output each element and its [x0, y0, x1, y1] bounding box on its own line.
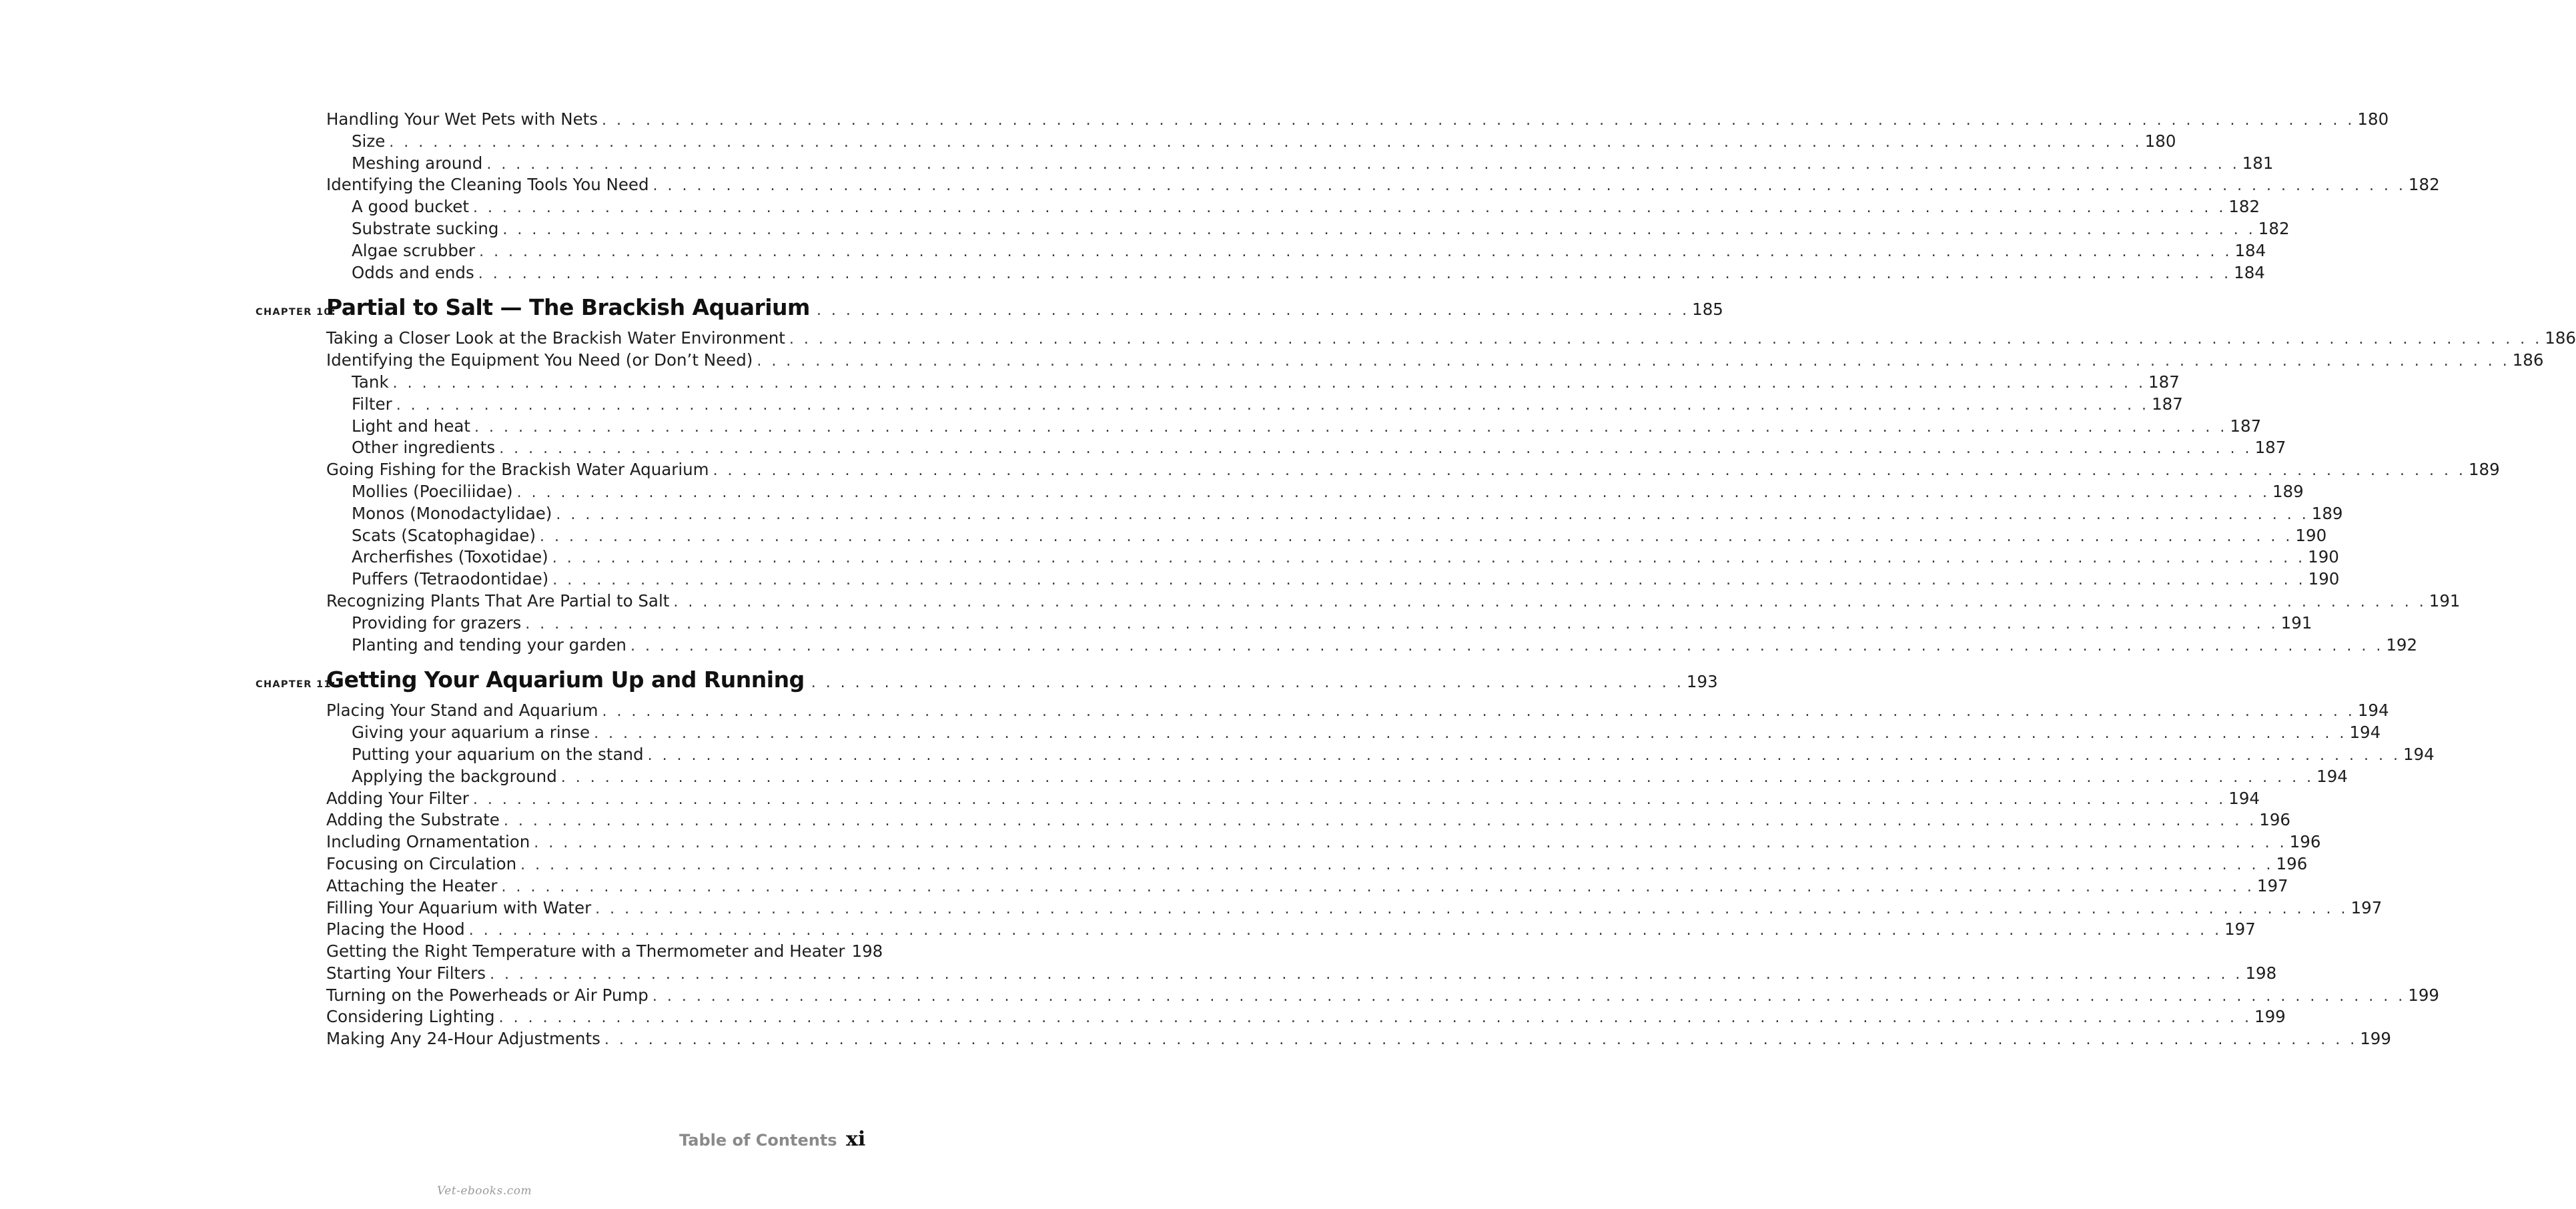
entry-page-number: 189	[2468, 460, 2500, 480]
dot-leader: . . . . . . . . . . . . . . . . . . . . . . . . . . . . . . . . . . . . . . . . . . . . . . . . . . . . . . . . . . . . . . . . . . . . . . . . . . . . . . . . . . . . . . . . . . . . . . . . . . . . . . . . . . . . . . . . . . . . . . . .	[630, 637, 2384, 655]
toc-entry[interactable]	[326, 109, 2389, 131]
toc-entry[interactable]	[326, 350, 2544, 372]
dot-leader: . . . . . . . . . . . . . . . . . . . . . . . . . . . . . . . . . . . . . . . . . . . . . . . . . . . . . . . . . . . . . . . . . . . . . . . . . . . . . . . . . . . . . . . . . . . . . . . . . . . . . . . . . . . . . . . . . . . . . . . .	[604, 1032, 2358, 1049]
dot-leader: . . . . . . . . . . . . . . . . . . . . . . . . . . . . . . . . . . . . . . . . . . . . . . . . . . . . . . . . . . . . . . . . . . . . . . . . . . . . . . . . . . . . . . . . . . . . . . . . . . . . . . . . . . . . . . . . . . . . . . . .	[499, 440, 2252, 458]
toc-subentry[interactable]	[326, 218, 2290, 240]
entry-title: Identifying the Cleaning Tools You Need	[326, 175, 649, 195]
entry-page-number: 196	[2259, 810, 2291, 830]
entry-title: Other ingredients	[352, 438, 496, 458]
entry-title: Adding Your Filter	[326, 788, 469, 808]
entry-page-number: 181	[2242, 153, 2274, 173]
entry-page-number: 199	[2408, 985, 2439, 1005]
toc-subentry[interactable]	[326, 394, 2183, 416]
table-of-contents	[0, 109, 2576, 1050]
toc-subentry[interactable]	[326, 372, 2180, 394]
chapter-heading-11[interactable]	[256, 667, 1718, 700]
chapter-heading-10[interactable]	[256, 294, 1723, 328]
toc-subentry[interactable]	[326, 131, 2176, 153]
dot-leader: . . . . . . . . . . . . . . . . . . . . . . . . . . . . . . . . . . . . . . . . . . . . . . . . . . . . . . . . . . . . . . . . . . . . . . . . . . . . . . . . . . . . . . . . . . . . . . . . . . . . . . . . . . . . . . . . . . . . . . . .	[472, 199, 2226, 217]
entry-page-number: 199	[2254, 1007, 2286, 1027]
dot-leader: . . . . . . . . . . . . . . . . . . . . . . . . . . . . . . . . . . . . . . . . . . . . . . . . . . . . . . . . . . . . . . . . . . . . . . . . . . . . . . . . . . . . . . . . . . . . . . . . . . . . . . . . . . . . . . . . . . . . . . . .	[757, 353, 2510, 370]
entry-page-number: 189	[2272, 481, 2304, 501]
dot-leader: . . . . . . . . . . . . . . . . . . . . . . . . . . . . . . . . . . . . . . . . . . . . . . . . . . . . . . . . . . . . . . . . . . . . . . . . . . . . . . . . . . . . . . . . . . . . . . . . . . . . . . . . . . . . . . . . . . . . . . . .	[653, 177, 2406, 195]
entry-page-number: 187	[2152, 394, 2183, 414]
chapter-number: CHAPTER 10:	[256, 307, 336, 318]
entry-title: Providing for grazers	[352, 613, 522, 633]
dot-leader: . . . . . . . . . . . . . . . . . . . . . . . . . . . . . . . . . . . . . . . . . . . . . . . . . . . . . . . . . . . . . . . . . . . . . . . . . . . . . . . . . . . . . . . . . . . . . . . . . . . . . . . . . . . . . . . . . . . . . . . .	[552, 550, 2306, 567]
dot-leader: . . . . . . . . . . . . . . . . . . . . . . . . . . . . . . . . . . . . . . . . . . . . . . . . . . . . . . . . . . . . . . . . . . . . . . . . . . . . . . . . . . . . . . . . . . . . . . . . . . . . . . . . . . . . . . . . . . . . . . . .	[516, 484, 2270, 501]
entry-page-number: 194	[2228, 788, 2260, 808]
entry-title: Adding the Substrate	[326, 810, 500, 830]
dot-leader: . . . . . . . . . . . . . . . . . . . . . . . . . . . . . . . . . . . . . . . . . . . . . . . . . . . . . . . . . . . . . . . . . . . . . . . . . . . . . . . . . . . . . . . . . . . . . . . . . . . . . . . . . . . . . . . . . . . . . . . .	[602, 703, 2355, 721]
dot-leader: . . . . . . . . . . . . . . . . . . . . . . . . . . . . . . . . . . . . . . . . . . . . . . . . . . . . . . . . . . . . . . . . . . . . . . . . . . . . . . . . . . . . . . . . . . . . . . . . . . . . . . . . . . . . . . . . . . . . . . . .	[789, 331, 2543, 348]
entry-title: Archerfishes (Toxotidae)	[352, 547, 548, 567]
dot-leader: . . . . . . . . . . . . . . . . . . . . . . . . . . . . . . . . . . . . . . . . . . . . . . . . . . . . . . . . . . . . . . . . . . . . . . . . . . . . . . . . . . . . . . . . . . . . . . . . . . . . . . . . . . . . . . . . . . . . . . . .	[389, 133, 2142, 151]
entry-title: Making Any 24-Hour Adjustments	[326, 1029, 600, 1049]
entry-page-number: 186	[2545, 328, 2576, 348]
entry-title: Tank	[352, 372, 389, 392]
entry-title: Considering Lighting	[326, 1007, 495, 1027]
dot-leader: . . . . . . . . . . . . . . . . . . . . . . . . . . . . . . . . . . . . . . . . . . . . . . . . . . . . . . . . . . . . . . . . . . . . . . . . . . . . . . . . . . . . . . . . . . . . . . . . . . . . . . . . . . . . . . . . . . . . . . . .	[486, 155, 2240, 173]
toc-subentry[interactable]	[326, 744, 2435, 766]
entry-page-number: 187	[2148, 372, 2180, 392]
entry-page-number: 182	[2408, 175, 2440, 195]
chapter-title: Getting Your Aquarium Up and Running	[326, 667, 805, 693]
dot-leader: . . . . . . . . . . . . . . . . . . . . . . . . . . . . . . . . . . . . . . . . . . . . . . . . . . . . . . . . . . . . . . . . . . . . . . . . . . . . . . . . . . . . . . . . . . . . . . . . . . . . . . . . . . . . . . . . . . . . . . . .	[594, 725, 2347, 743]
entry-title: Focusing on Circulation	[326, 853, 517, 873]
dot-leader: . . . . . . . . . . . . . . . . . . . . . . . . . . . . . . . . . . . . . . . . . . . . . . . . . . . . . . . . . . . . . . . . . . . . . . . . . . . . . . . . . . . . . . . . . . . . . . . . . . . . . . . . . . . . . . . . . . . . . . . .	[520, 856, 2274, 873]
entry-page-number: 196	[2289, 832, 2321, 852]
toc-entry[interactable]	[326, 853, 2308, 875]
toc-entry[interactable]	[326, 788, 2260, 810]
entry-page-number: 194	[2316, 766, 2348, 786]
dot-leader: . . . . . . . . . . . . . . . . . . . . . . . . . . . . . . . . . . . . . . . . . . . . . . . . . . . . . . . . . . . . . . . . . . . . . . . . . . . . . . . . . . . . . . . . . . . . . . . . . . . . . . . . . . . . . . . . . . . . . . . .	[647, 747, 2401, 764]
dot-leader: . . . . . . . . . . . . . . . . . . . . . . . . . . . . . . . . . . . . . . . . . . . . . . . . . . . . . . . . . . . . . . . . . . . . . . . . . . . . . . . . . . . . . . . . . . . . . . . . . . . . . . . . . . . . . . . . . . . . . . . .	[525, 615, 2278, 633]
toc-subentry[interactable]	[326, 722, 2381, 744]
dot-leader: . . . . . . . . . . . . . . . . . . . . . . . . . . . . . . . . . . . . . . . . . . . . . . . . . . . . . . . . . . . . . . . . . . . . . . . . . . . . . . . . . . . . . . . . . . . . . . . . . . . . . . . . . . . . . . . . . . . . . . . .	[673, 593, 2427, 611]
toc-subentry[interactable]	[326, 240, 2266, 262]
dot-leader: . . . . . . . . . . . . . . . . . . . . . . . . . . . . . . . . . . . . . . . . . . . . . . . . . . . . . . . . . . . .	[811, 675, 1684, 692]
entry-title: Meshing around	[352, 153, 483, 173]
entry-title: Including Ornamentation	[326, 832, 530, 852]
dot-leader: . . . . . . . . . . . . . . . . . . . . . . . . . . . . . . . . . . . . . . . . . . . . . . . . . . . . . . . . . . . . . . . . . . . . . . . . . . . . . . . . . . . . . . . . . . . . . . . . . . . . . . . . . . . . . . . . . . . . . . . .	[652, 987, 2406, 1005]
entry-title: Getting the Right Temperature with a Thermometer and Heater	[326, 941, 845, 961]
toc-entry[interactable]	[326, 831, 2321, 853]
toc-subentry[interactable]	[326, 568, 2340, 590]
toc-entry[interactable]	[326, 897, 2383, 919]
entry-page-number: 190	[2295, 525, 2327, 545]
entry-title: A good bucket	[352, 197, 469, 217]
toc-entry[interactable]	[326, 174, 2440, 196]
toc-entry[interactable]	[326, 1006, 2286, 1028]
entry-title: Monos (Monodactylidae)	[352, 503, 552, 523]
entry-page-number: 196	[2276, 853, 2308, 873]
entry-title: Putting your aquarium on the stand	[352, 744, 644, 764]
dot-leader: . . . . . . . . . . . . . . . . . . . . . . . . . . . . . . . . . . . . . . . . . . . . . . . . . . . . . . . . . . . . . . . . . . . . . . . . . . . . . . . . . . . . . . . . . . . . . . . . . . . . . . . . . . . . . . . . . . . . . . . .	[540, 528, 2293, 545]
entry-title: Scats (Scatophagidae)	[352, 525, 536, 545]
toc-entry[interactable]	[326, 459, 2500, 481]
toc-block-chapter10	[0, 328, 2576, 656]
entry-title: Filter	[352, 394, 392, 414]
toc-entry[interactable]	[326, 963, 2277, 985]
entry-title: Placing the Hood	[326, 919, 465, 939]
entry-title: Odds and ends	[352, 262, 474, 282]
dot-leader: . . . . . . . . . . . . . . . . . . . . . . . . . . . . . . . . . . . . . . . . . . . . . . . . . . . . . . . . . . . . . . . . . . . . . . . . . . . . . . . . . . . . . . . . . . . . . . . . . . . . . . . . . . . . . . . . . . . . . . . .	[468, 922, 2222, 939]
toc-subentry[interactable]	[326, 437, 2286, 459]
dot-leader: . . . . . . . . . . . . . . . . . . . . . . . . . . . . . . . . . . . . . . . . . . . . . . . . . . . . . . . . . . . . . . . . . . . . . . . . . . . . . . . . . . . . . . . . . . . . . . . . . . . . . . . . . . . . . . . . . . . . . . . .	[534, 835, 2287, 852]
entry-title: Algae scrubber	[352, 240, 476, 260]
entry-title: Substrate sucking	[352, 218, 499, 238]
entry-title: Planting and tending your garden	[352, 635, 626, 655]
dot-leader: . . . . . . . . . . . . . . . . . . . . . . . . . . . . . . . . . . . . . . . . . . . . . . . . . . . . . . . . . . . . . . . . . . . . . . . . . . . . . . . . . . . . . . . . . . . . . . . . . . . . . . . . . . . . . . . . . . . . . . . .	[498, 1010, 2252, 1027]
toc-subentry[interactable]	[326, 262, 2265, 284]
toc-block-chapter9-end	[0, 109, 2440, 284]
entry-page-number: 191	[2280, 613, 2312, 633]
folio-page-number: xi	[846, 1128, 866, 1151]
dot-leader: . . . . . . . . . . . . . . . . . . . . . . . . . . . . . . . . . . . . . . . . . . . . . . . . . . . . . . . . . . . . . . . . . . . . . . . . . . . . . . . . . . . . . . . . . . . . . . . . . . . . . . . . . . . . . . . . . . . . . . . .	[474, 418, 2228, 436]
entry-page-number: 191	[2429, 590, 2461, 611]
entry-page-number: 187	[2254, 438, 2286, 458]
toc-subentry[interactable]	[326, 525, 2327, 547]
watermark-logo: Vet-ebooks.com	[437, 1184, 532, 1198]
entry-page-number: 190	[2308, 547, 2339, 567]
entry-page-number: 180	[2357, 109, 2389, 129]
running-footer-section: Table of Contents	[679, 1131, 837, 1150]
toc-entry[interactable]	[326, 941, 883, 963]
entry-title: Starting Your Filters	[326, 963, 486, 983]
entry-page-number: 194	[2349, 723, 2381, 743]
entry-page-number: 198	[2245, 963, 2277, 983]
entry-page-number: 197	[2224, 919, 2256, 939]
dot-leader: . . . . . . . . . . . . . . . . . . . . . . . . . . . . . . . . . . . . . . . . . . . . . . . . . . . . . . . . . . . . . . . . . . . . . . . . . . . . . . . . . . . . . . . . . . . . . . . . . . . . . . . . . . . . . . . . . . . . . . . .	[396, 396, 2150, 414]
dot-leader: . . . . . . . . . . . . . . . . . . . . . . . . . . . . . . . . . . . . . . . . . . . . . . . . . . . . . . . . . . . . . . . . . . . . . . . . . . . . . . . . . . . . . . . . . . . . . . . . . . . . . . . . . . . . . . . . . . . . . . . .	[552, 572, 2306, 589]
dot-leader: . . . . . . . . . . . . . . . . . . . . . . . . . . . . . . . . . . . . . . . . . . . . . . . . . . . . . . . . . . . . . . . . . . . . . . . . . . . . . . . . . . . . . . . . . . . . . . . . . . . . . . . . . . . . . . . . . . . . . . . .	[478, 265, 2232, 282]
entry-page-number: 194	[2357, 701, 2389, 721]
dot-leader: . . . . . . . . . . . . . . . . . . . . . . . . . . . . . . . . . . . . . . . . . . . . . . . . . . . . . . . . . . . . . . . . . . . . . . . . . . . . . . . . . . . . . . . . . . . . . . . . . . . . . . . . . . . . . . . . . . . . . . . .	[602, 112, 2355, 129]
dot-leader: . . . . . . . . . . . . . . . . . . . . . . . . . . . . . . . . . . . . . . . . . . . . . . . . . . . . . . . . . . . . . . . . . . . . . . . . . . . . . . . . . . . . . . . . . . . . . . . . . . . . . . . . . . . . . . . . . . . . . . . .	[490, 965, 2243, 983]
dot-leader: . . . . . . . . . . . . . . . . . . . . . . . . . . . . . . . . . . . . . . . . . . . . . . . . . . . . . . . . . . . . . . . . . . . . . . . . . . . . . . . . . . . . . . . . . . . . . . . . . . . . . . . . . . . . . . . . . . . . . . . .	[501, 878, 2254, 895]
entry-title: Light and heat	[352, 416, 471, 436]
toc-subentry[interactable]	[326, 546, 2339, 568]
toc-entry[interactable]	[326, 919, 2256, 941]
chapter-title: Partial to Salt — The Brackish Aquarium	[326, 294, 810, 321]
entry-page-number: 189	[2311, 503, 2343, 523]
entry-page-number: 192	[2386, 635, 2418, 655]
toc-subentry[interactable]	[326, 481, 2304, 503]
toc-entry[interactable]	[326, 1028, 2391, 1050]
entry-title: Applying the background	[352, 766, 557, 786]
toc-block-chapter11	[0, 700, 2439, 1050]
dot-leader: . . . . . . . . . . . . . . . . . . . . . . . . . . . . . . . . . . . . . . . . . . . . . . . . . . . . . . . . . . . . . . . . . . . . . . . . . . . . . . . . . . . . . . . . . . . . . . . . . . . . . . . . . . . . . . . . . . . . . . . .	[472, 791, 2226, 808]
entry-title: Filling Your Aquarium with Water	[326, 897, 592, 917]
entry-title: Taking a Closer Look at the Brackish Water Environment	[326, 328, 785, 348]
entry-title: Attaching the Heater	[326, 875, 498, 895]
entry-page-number: 197	[2350, 897, 2383, 917]
chapter-page-number: 185	[1692, 300, 1723, 320]
entry-page-number: 182	[2258, 218, 2290, 238]
toc-entry[interactable]	[326, 328, 2576, 350]
dot-leader: . . . . . . . . . . . . . . . . . . . . . . . . . . . . . . . . . . . . . . . . . . . . . . . . . . . . . . . . . . . . . . . . . . . . . . . . . . . . . . . . . . . . . . . . . . . . . . . . . . . . . . . . . . . . . . . . . . . . . . . .	[479, 243, 2232, 260]
dot-leader: . . . . . . . . . . . . . . . . . . . . . . . . . . . . . . . . . . . . . . . . . . . . . . . . . . . . . . . . . . . . . . . . . . . . . . . . . . . . . . . . . . . . . . . . . . . . . . . . . . . . . . . . . . . . . . . . . . . . . . . .	[713, 462, 2466, 480]
toc-subentry[interactable]	[326, 196, 2260, 218]
dot-leader: . . . . . . . . . . . . . . . . . . . . . . . . . . . . . . . . . . . . . . . . . . . . . . . . . . . . . . . . . . . . . . . . . . . . . . . . . . . . . . . . . . . . . . . . . . . . . . . . . . . . . . . . . . . . . . . . . . . . . . . .	[502, 221, 2256, 238]
chapter-number: CHAPTER 11:	[256, 679, 336, 691]
entry-title: Size	[352, 131, 386, 151]
entry-title: Identifying the Equipment You Need (or Don’t Need)	[326, 350, 753, 370]
entry-title: Going Fishing for the Brackish Water Aquarium	[326, 460, 709, 480]
toc-subentry[interactable]	[326, 766, 2348, 788]
toc-subentry[interactable]	[326, 416, 2262, 438]
entry-page-number: 180	[2144, 131, 2176, 151]
entry-page-number: 184	[2234, 262, 2265, 282]
entry-page-number: 194	[2403, 744, 2435, 764]
entry-page-number: 182	[2228, 197, 2260, 217]
entry-title: Giving your aquarium a rinse	[352, 723, 590, 743]
entry-title: Mollies (Poeciliidae)	[352, 481, 513, 501]
toc-entry[interactable]	[326, 700, 2389, 722]
toc-subentry[interactable]	[326, 635, 2418, 657]
toc-subentry[interactable]	[326, 503, 2343, 525]
toc-subentry[interactable]	[326, 153, 2274, 175]
entry-page-number: 187	[2230, 416, 2262, 436]
entry-page-number: 199	[2360, 1029, 2391, 1049]
chapter-page-number: 193	[1686, 672, 1718, 692]
entry-page-number: 198	[851, 941, 883, 961]
dot-leader: . . . . . . . . . . . . . . . . . . . . . . . . . . . . . . . . . . . . . . . . . . . . . . . . . . . . . . . . . . . . . . . . . . . . . . . . . . . . . . . . . . . . . . . . . . . . . . . . . . . . . . . . . . . . . . . . . . . . . . . .	[560, 769, 2314, 786]
dot-leader: . . . . . . . . . . . . . . . . . . . . . . . . . . . . . . . . . . . . . . . . . . . . . . . . . . . . . . . . . . . . . . . . . . . . . . . . . . . . . . . . . . . . . . . . . . . . . . . . . . . . . . . . . . . . . . . . . . . . . . . .	[503, 813, 2257, 830]
dot-leader: . . . . . . . . . . . . . . . . . . . . . . . . . . . . . . . . . . . . . . . . . . . . . . . . . . . . . . . . . . . . . . . . . . . . . . . . . . . . . . . . . . . . . . . . . . . . . . . . . . . . . . . . . . . . . . . . . . . . . . . .	[556, 506, 2309, 523]
entry-page-number: 186	[2512, 350, 2544, 370]
toc-entry[interactable]	[326, 809, 2291, 831]
entry-title: Puffers (Tetraodontidae)	[352, 569, 549, 589]
dot-leader: . . . . . . . . . . . . . . . . . . . . . . . . . . . . . . . . . . . . . . . . . . . . . . . . . . . . . . . . . . . .	[816, 302, 1690, 320]
toc-entry[interactable]	[326, 985, 2439, 1007]
entry-title: Placing Your Stand and Aquarium	[326, 701, 598, 721]
toc-entry[interactable]	[326, 590, 2461, 613]
entry-page-number: 197	[2256, 875, 2288, 895]
entry-title: Handling Your Wet Pets with Nets	[326, 109, 598, 129]
dot-leader: . . . . . . . . . . . . . . . . . . . . . . . . . . . . . . . . . . . . . . . . . . . . . . . . . . . . . . . . . . . . . . . . . . . . . . . . . . . . . . . . . . . . . . . . . . . . . . . . . . . . . . . . . . . . . . . . . . . . . . . .	[595, 900, 2348, 917]
toc-entry[interactable]	[326, 875, 2288, 897]
entry-page-number: 190	[2308, 569, 2340, 589]
entry-title: Recognizing Plants That Are Partial to Salt	[326, 590, 670, 611]
toc-subentry[interactable]	[326, 613, 2312, 635]
entry-page-number: 184	[2234, 240, 2266, 260]
dot-leader: . . . . . . . . . . . . . . . . . . . . . . . . . . . . . . . . . . . . . . . . . . . . . . . . . . . . . . . . . . . . . . . . . . . . . . . . . . . . . . . . . . . . . . . . . . . . . . . . . . . . . . . . . . . . . . . . . . . . . . . .	[392, 374, 2146, 392]
entry-title: Turning on the Powerheads or Air Pump	[326, 985, 649, 1005]
